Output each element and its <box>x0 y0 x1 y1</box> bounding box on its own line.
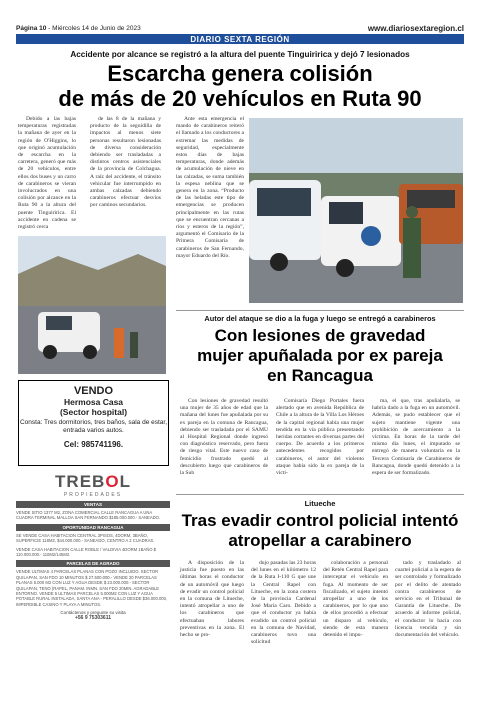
trebol-item-4: VENDE ULTIMAS 4 PARCELAS PLANAS CON POZO INCLUIDO. SECTOR QUILAPAN, SAN FDO 10 MINUTOS $ 27.500.000.- VENDE 20 PARCELAS PLANAS 5.000 M2 CON LUZ Y AGUA DESDE $ 23.000.000.- SECTOR QUILAPAN, TENO (RAPEL, PANAM. INMN. SAN FDO 20MIN. AGRADABLE ENTORNO. VENDE 5 ULTIMAS PARCELAS 5.000M2 CON LUZ Y AGUA POTABLE RURAL INSTALADA, SANTA ANA - PERALILLO DESDE $36.000.000, IMPERDIBLE CASINO Y PLAYA A MINUTOS. <box>16 569 168 607</box>
article2-kicker: Autor del ataque se dio a la fuga y luego se entregó a carabineros <box>204 314 436 323</box>
crash-photo-main <box>249 118 463 303</box>
article1-col2: de las 8 de la mañana y producto de la seguidilla de impactos al menos siete personas resultaron lesionadas de diversa consideración debiendo ser trasladadas a distintos centros asistenciales de la provincia de Colchagua. A raíz del accidente, el tránsito vehicular fue interrumpido en ambas calzadas debiendo carabineros efectuar desvíos por caminos secundarios. <box>90 116 161 209</box>
article3-col3: colaboración a personal del Retén Central Rapel para interceptar el vehículo en fuga. Al momento de ser fiscalizado, el sujeto intentó atropellar a uno de los carabineros, por lo que uno de ellos procedió a efectuar un disparo al vehículo, siendo de esta manera detenido el impu- <box>323 560 388 639</box>
article2-headline-line3: en Rancagua <box>267 366 373 385</box>
divider-2 <box>176 494 464 495</box>
trebol-bar-rancagua: OPORTUNIDAD RANCAGUA <box>16 524 170 531</box>
article1-headline-line2: de más de 20 vehículos en Ruta 90 <box>58 86 422 111</box>
vendo-line2: (Sector hospital) <box>59 407 128 417</box>
article1-kicker: Accidente por alcance se registró a la altura del puente Tinguiririca y dejó 7 lesionados <box>70 50 410 59</box>
vendo-line1: Hermosa Casa <box>63 397 124 407</box>
article3-col1: A disposición de la justicia fue puesto en las últimas horas el conductor de un automóvil que luego de evadir un control policial en la comuna de Litueche, intentó atropellar a uno de los carabineros que efectuaban labores preventivas en la zona. El hecho se pro- <box>180 560 244 639</box>
page-info: Página 10 - Miércoles 14 de Junio de 2023 <box>16 24 141 32</box>
article2-headline <box>176 326 464 386</box>
article1-headline-line1: Escarcha genera colisión <box>107 61 373 86</box>
trebol-item-1: VENDE SITIO 1377 M2, ZONA COMERCIAL CALLE RANCAGUA A UNA CUADRA TERMINAL MALLOA SAN FERNANDO $185.000.000.- SANEADO. <box>16 510 161 521</box>
article2-headline-line1: Con lesiones de gravedad <box>214 326 426 345</box>
divider-1 <box>176 310 464 311</box>
article1-col3: Ante esta emergencia el mando de carabineros reiteró el llamado a los conductores a extremar las medidas de seguridad, especialmente estos días de bajas temperaturas, donde además de acumulación de nieve en las calzadas, se suma también la espesa neblina que se genera en la zona. “Producto de las heladas este tipo de emergencias se producen principalmente en las rutas que se encuentran cercanas a ríos y esteros de la región”, argumentó el Comisario de la Primera Comisaría de carabineros de San Fernando, mayor Eduardo del Río. <box>176 116 244 259</box>
article2-col3: ma, el que, tras apuñalarla, se habría dado a la fuga en un automóvil. Además, se pudo establecer que el sujeto mantiene vigente una prohibición de acercamiento a la víctima. En horas de la tarde del mismo día lunes, el imputado se entregó de manera voluntaria en la Tercera Comisaría de Carabineros de Rancagua, donde quedó detenido a la espera de ser formalizado. <box>372 398 460 477</box>
section-bar <box>16 34 464 44</box>
article2-col2: Comisaría Diego Portales fuera alertado que en avenida República de Chile a la altura de la Villa Los Héroes de la capital regional había una mujer tendida en la vía pública presentando heridas cortantes en diversas partes del cuerpo. De acuerdo a los primeros antecedentes recogidos por carabineros, el autor del violento ataque había sido la ex pareja de la vícti- <box>276 398 364 477</box>
article1-headline <box>16 61 464 111</box>
article3-col4: tado y trasladado al cuartel policial a la espera de ser controlado y formalizado por el delito de atentado contra carabineros de servicio en el Tribunal de Garantía de Litueche. De acuerdo al informe policial, el conductor lo hacía con licencia vencida y sin documentación del vehículo. <box>395 560 461 639</box>
website-link[interactable]: www.diariosextaregion.cl <box>367 23 464 33</box>
page-header <box>16 22 464 34</box>
trebol-bar-parcelas: PARCELAS DE AGRADO <box>16 560 170 567</box>
article3-headline <box>176 511 464 551</box>
vendo-details: Consta: Tres dormitorios, tres baños, sala de estar, entrada varios autos. <box>19 419 168 434</box>
article1-col1: Debido a las bajas temperaturas registradas la mañana de ayer en la región de O'Higgins, lo que originó acumulación de escarcha en la carretera, generó que más de 20 vehículos, entre ellos dos buses y un carro de carabineros se vieran involucrados en una colisión por alcance en la Ruta 90 a la altura del puente Tinguiririca. El accidente en cadena se registró cerca <box>18 116 76 231</box>
article2-headline-line2: mujer apuñalada por ex pareja <box>197 346 443 365</box>
vendo-title: VENDO <box>73 385 114 397</box>
page-label: Página 10 <box>16 24 47 32</box>
crash-photo-secondary <box>18 236 166 374</box>
trebol-item-2: SE VENDE CASA HABITACION CENTRAL 3PISOS, 4DORM, 3BAÑO, SUPERFICIE 118M2, $44.000.000.- SANEADO, CENTRO A 2 CUADRAS. <box>16 532 155 544</box>
trebol-contact: Contáctenos y pregunte su visita <box>60 610 126 616</box>
article3-headline-line2: atropellar a carabinero <box>228 531 412 550</box>
vendo-phone: Cel: 985741196. <box>63 440 124 449</box>
trebol-item-3: VENDE CASA HABITACION CALLE ROBLE / VALDIVIA 4DORM 1BAÑO $ 110.000.000.- 110M2/145M2. <box>16 546 156 558</box>
trebol-logo: TREBOL <box>55 472 131 491</box>
article3-col2: dujo pasadas las 23 horas del lunes en el kilómetro 12 de la Ruta I-110 G que une la Central Rapel con Litueche, en la zona costera de la provincia Cardenal José María Caro. Debido a que el conductor ya había evadido un control policial en la comuna de Navidad, carabineros tuvo una solicitud <box>251 560 316 646</box>
article3-headline-line1: Tras evadir control policial intentó <box>181 511 459 530</box>
trebol-subtitle: PROPIEDADES <box>63 492 123 498</box>
classified-ad-trebol <box>16 470 170 702</box>
clover-icon: O <box>105 472 120 491</box>
section-title: DIARIO SEXTA REGIÓN <box>190 34 290 44</box>
article3-kicker: Litueche <box>304 499 336 508</box>
trebol-bar-ventas: VENTAS <box>16 501 170 508</box>
trebol-phone: +56 9 75303611 <box>74 615 111 622</box>
classified-ad-vendo <box>18 380 169 466</box>
page-date: Miércoles 14 de Junio de 2023 <box>52 24 141 32</box>
article2-col1: Con lesiones de gravedad resultó una mujer de 35 años de edad que la mañana del lunes fue apuñalada por su ex pareja en la comuna de Rancagua, debiendo ser trasladada por el SAMU al Hospital Regional donde ingresó con diagnóstico reservado, pero fuera de riesgo vital. Este nuevo caso de femicidio frustrado quedó al descubierto luego que carabineros de la Sub <box>180 398 268 477</box>
